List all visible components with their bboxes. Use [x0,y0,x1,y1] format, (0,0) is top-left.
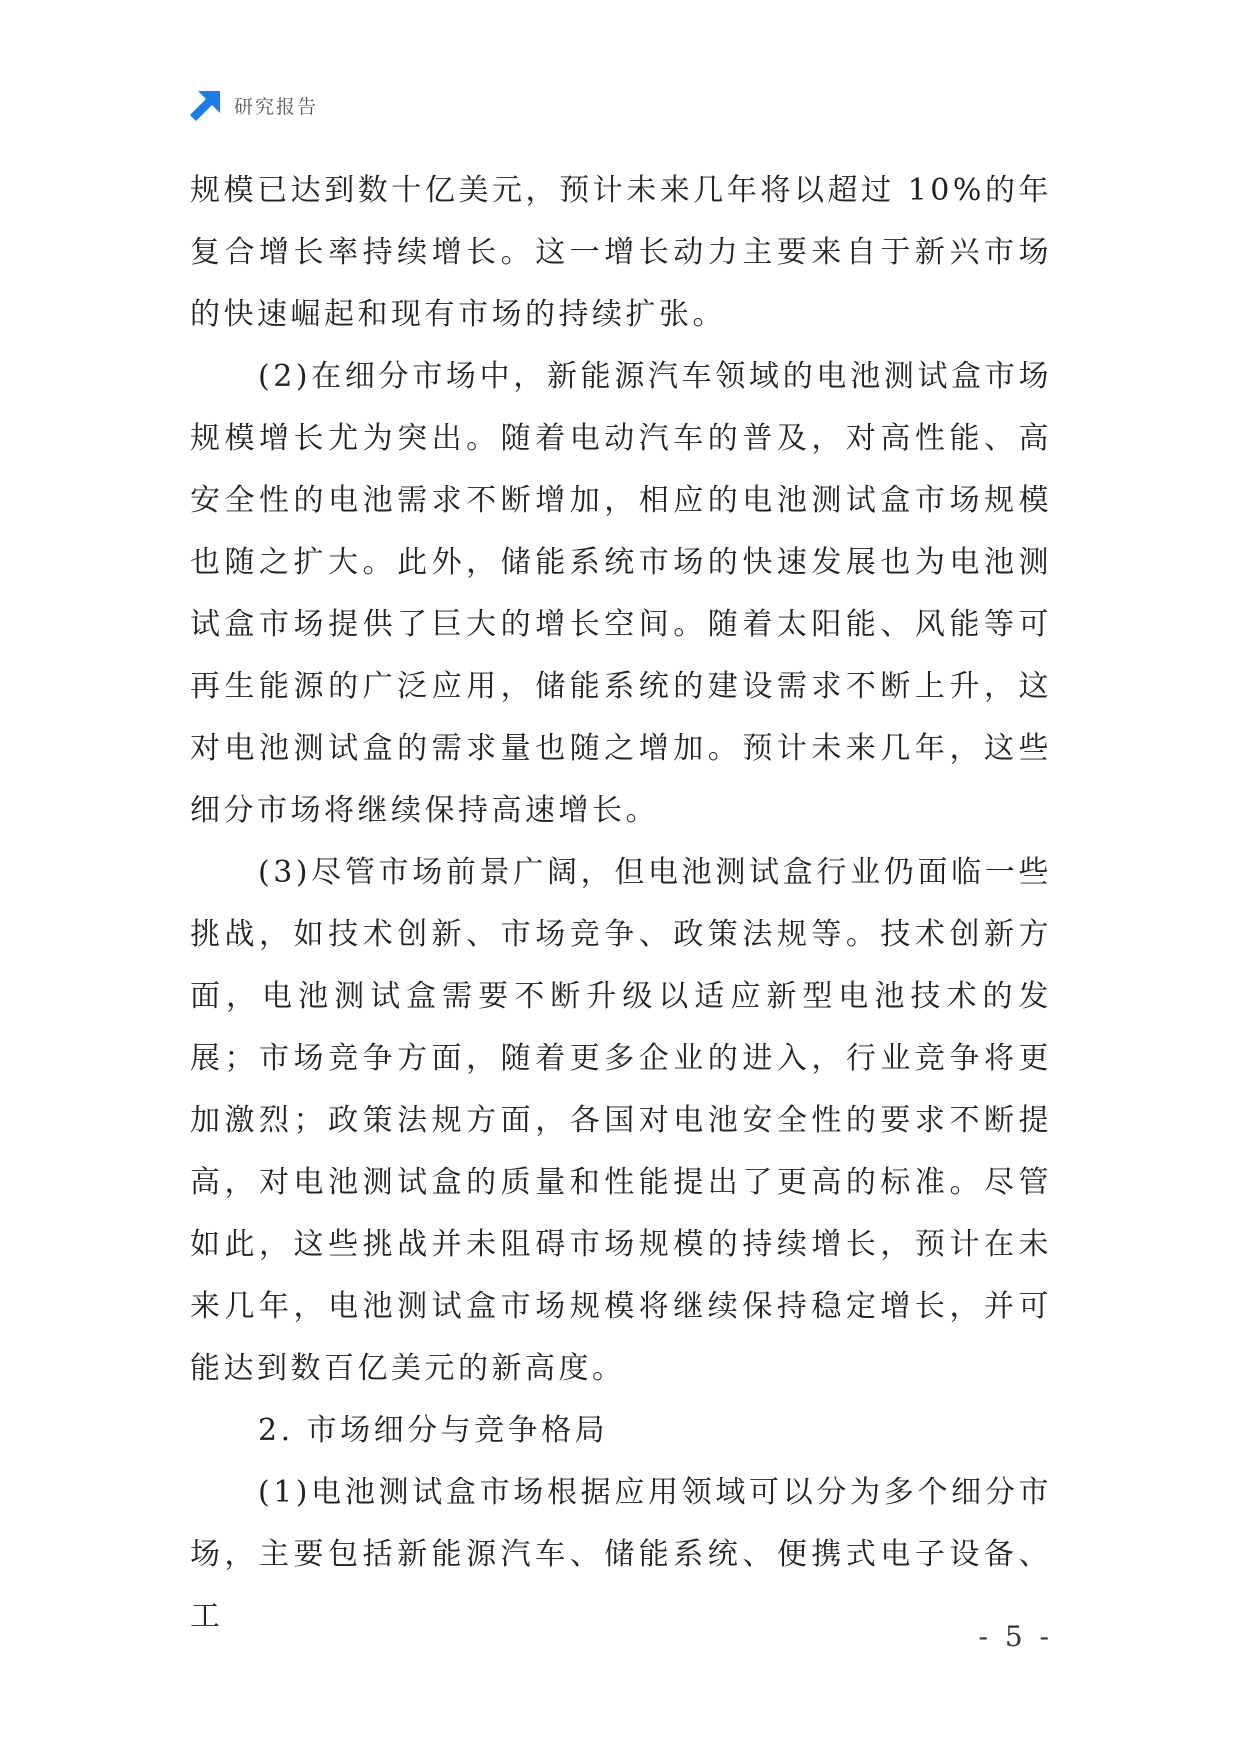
paragraph-2: (2)在细分市场中，新能源汽车领域的电池测试盒市场规模增长尤为突出。随着电动汽车的普及，对高性能、高安全性的电池需求不断增加，相应的电池测试盒市场规模也随之扩大。此外，储能系统市场的快速发展也为电池测试盒市场提供了巨大的增长空间。随着太阳能、风能等可再生能源的广泛应用，储能系统的建设需求不断上升，这对电池测试盒的需求量也随之增加。预计未来几年，这些细分市场将继续保持高速增长。 [190,359,1052,828]
arrow-up-right-logo-icon [190,89,222,121]
paragraph-section-2-1: (1)电池测试盒市场根据应用领域可以分为多个细分市场，主要包括新能源汽车、储能系统、便携式电子设备、工 [190,1475,1052,1634]
paragraph-3: (3)尽管市场前景广阔，但电池测试盒行业仍面临一些挑战，如技术创新、市场竞争、政策法规等。技术创新方面，电池测试盒需要不断升级以适应新型电池技术的发展；市场竞争方面，随着更多企业的进入，行业竞争将更加激烈；政策法规方面，各国对电池安全性的要求不断提高，对电池测试盒的质量和性能提出了更高的标准。尽管如此，这些挑战并未阻碍市场规模的持续增长，预计在未来几年，电池测试盒市场规模将继续保持稳定增长，并可能达到数百亿美元的新高度。 [190,855,1052,1386]
page-number: - 5 - [978,1620,1053,1653]
section-heading: 2. 市场细分与竞争格局 [258,1413,609,1448]
paragraph-continuation: 规模已达到数十亿美元，预计未来几年将以超过 10%的年复合增长率持续增长。这一增长动力主要来自于新兴市场的快速崛起和现有市场的持续扩张。 [190,173,1052,332]
document-body [190,160,1052,1648]
header-title: 研究报告 [234,95,319,118]
document-header [190,88,318,122]
